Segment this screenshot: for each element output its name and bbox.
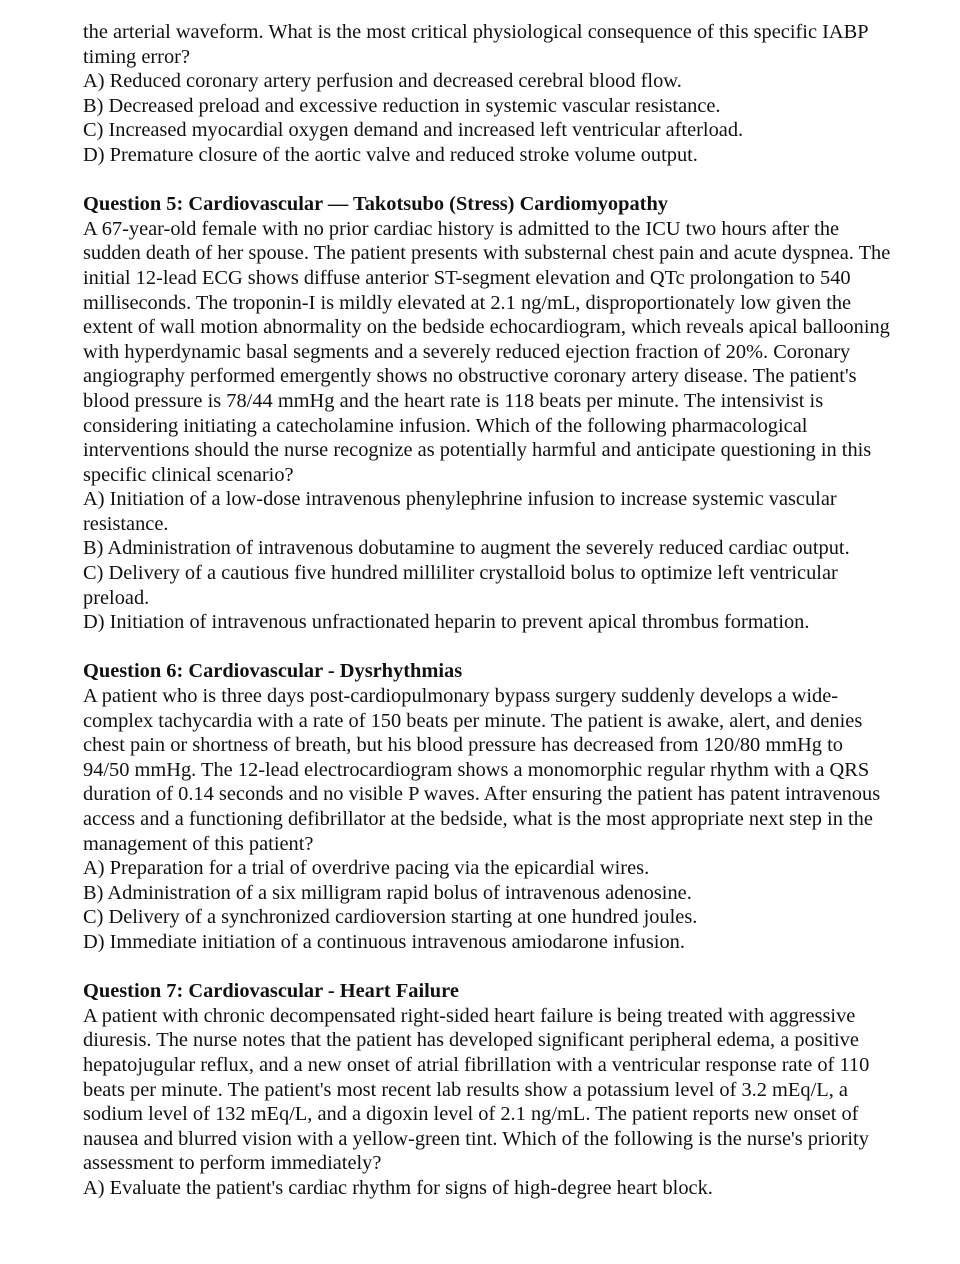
document-page [83, 20, 893, 1201]
answer-option-c: C) Delivery of a synchronized cardioversion starting at one hundred joules. [83, 906, 698, 929]
answer-option-a: A) Preparation for a trial of overdrive pacing via the epicardial wires. [83, 857, 650, 880]
question-stem: A 67-year-old female with no prior cardiac history is admitted to the ICU two hours after the sudden death of her spouse. The patient presents with substernal chest pain and acute dyspnea. The initial 12-lead ECG shows diffuse anterior ST-segment elevation and QTc prolongation to 540 milliseconds. The troponin-I is mildly elevated at 2.1 ng/mL, disproportionately low given the extent of wall motion abnormality on the bedside echocardiogram, which reveals apical ballooning with hyperdynamic basal segments and a severely reduced ejection fraction of 20%. Coronary angiography performed emergently shows no obstructive coronary artery disease. The patient's blood pressure is 78/44 mmHg and the heart rate is 118 beats per minute. The intensivist is considering initiating a catecholamine infusion. Which of the following pharmacological interventions should the nurse recognize as potentially harmful and anticipate questioning in this specific clinical scenario? [83, 217, 891, 486]
answer-option-a: A) Initiation of a low-dose intravenous phenylephrine infusion to increase systemic vascular resistance. [83, 488, 837, 535]
question-stem: A patient who is three days post-cardiopulmonary bypass surgery suddenly develops a wide-complex tachycardia with a rate of 150 beats per minute. The patient is awake, alert, and denies chest pain or shortness of breath, but his blood pressure has decreased from 120/80 mmHg to 94/50 mmHg. The 12-lead electrocardiogram shows a monomorphic regular rhythm with a QRS duration of 0.14 seconds and no visible P waves. After ensuring the patient has patent intravenous access and a functioning defibrillator at the bedside, what is the most appropriate next step in the management of this patient? [83, 685, 881, 855]
answer-option-d: D) Immediate initiation of a continuous intravenous amiodarone infusion. [83, 930, 685, 953]
question-5 [83, 192, 893, 635]
question-6 [83, 659, 893, 954]
answer-option-b: B) Administration of a six milligram rapid bolus of intravenous adenosine. [83, 881, 692, 904]
answer-option-b: B) Administration of intravenous dobutamine to augment the severely reduced cardiac output. [83, 537, 850, 560]
answer-option-a: A) Reduced coronary artery perfusion and decreased cerebral blood flow. [83, 70, 682, 93]
answer-option-a: A) Evaluate the patient's cardiac rhythm for signs of high-degree heart block. [83, 1176, 713, 1199]
question-title: Question 6: Cardiovascular - Dysrhythmias [83, 660, 463, 683]
previous-question-continuation [83, 20, 893, 168]
question-7 [83, 979, 893, 1200]
question-stem: the arterial waveform. What is the most critical physiological consequence of this specific IABP timing error? [83, 21, 868, 68]
answer-option-c: C) Increased myocardial oxygen demand and increased left ventricular afterload. [83, 119, 744, 142]
answer-option-b: B) Decreased preload and excessive reduction in systemic vascular resistance. [83, 94, 721, 117]
question-stem: A patient with chronic decompensated right-sided heart failure is being treated with aggressive diuresis. The nurse notes that the patient has developed significant peripheral edema, a positive hepatojugular reflux, and a new onset of atrial fibrillation with a ventricular response rate of 110 beats per minute. The patient's most recent lab results show a potassium level of 3.2 mEq/L, a sodium level of 132 mEq/L, and a digoxin level of 2.1 ng/mL. The patient reports new onset of nausea and blurred vision with a yellow-green tint. Which of the following is the nurse's priority assessment to perform immediately? [83, 1004, 870, 1175]
question-title: Question 7: Cardiovascular - Heart Failure [83, 980, 459, 1003]
question-title: Question 5: Cardiovascular — Takotsubo (Stress) Cardiomyopathy [83, 193, 668, 216]
answer-option-d: D) Initiation of intravenous unfractionated heparin to prevent apical thrombus formation. [83, 611, 810, 634]
answer-option-c: C) Delivery of a cautious five hundred milliliter crystalloid bolus to optimize left ventricular preload. [83, 562, 838, 609]
answer-option-d: D) Premature closure of the aortic valve and reduced stroke volume output. [83, 143, 698, 166]
